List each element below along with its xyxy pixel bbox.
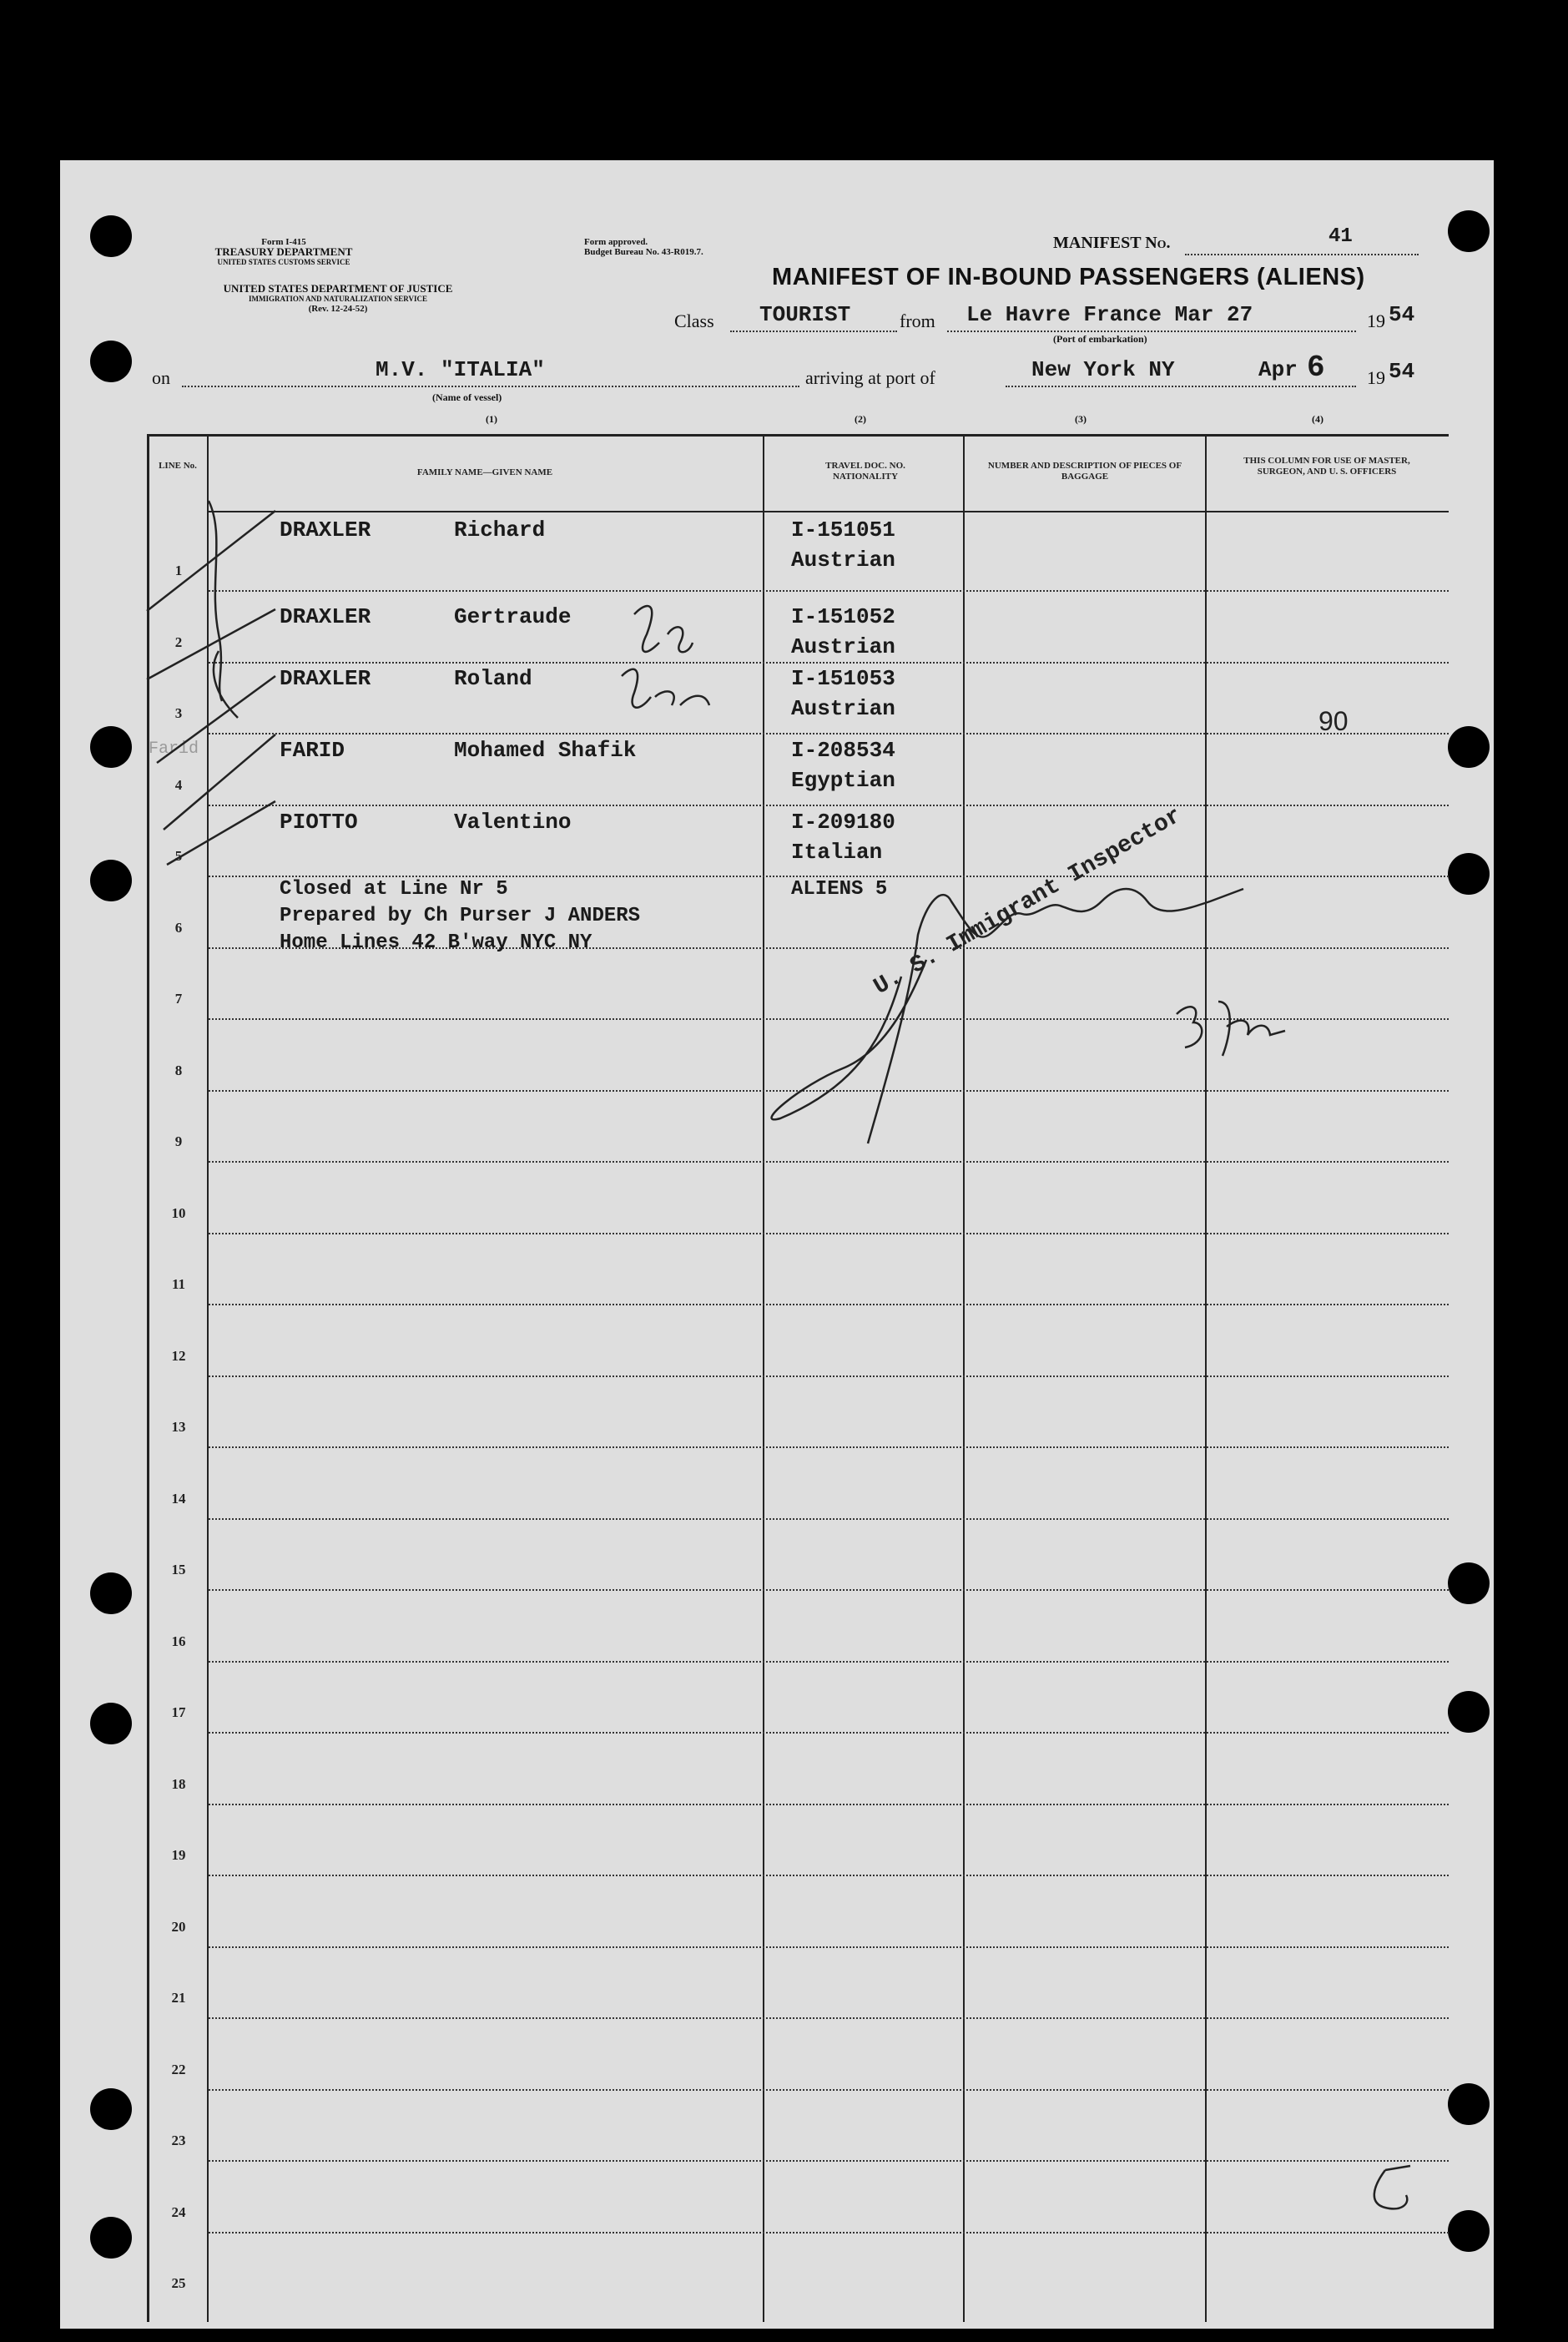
on-label: on	[152, 367, 170, 388]
row-divider	[209, 2017, 1449, 2019]
closing-line: Closed at Line Nr 5	[280, 878, 508, 901]
table-left-border	[147, 434, 149, 2322]
vessel-name: M.V. "ITALIA"	[376, 357, 545, 382]
row-divider	[209, 1375, 1449, 1377]
immigration-service: IMMIGRATION AND NATURALIZATION SERVICE	[249, 295, 427, 303]
row-divider	[209, 876, 1449, 877]
header-line-no: LINE No.	[159, 461, 197, 471]
line-number: 16	[171, 1633, 186, 1649]
punch-hole	[90, 860, 132, 901]
class-label: Class	[674, 310, 714, 331]
vessel-caption: (Name of vessel)	[432, 391, 502, 403]
department-of-justice: UNITED STATES DEPARTMENT OF JUSTICE	[223, 282, 453, 295]
row-divider	[209, 1090, 1449, 1092]
vessel-line	[182, 386, 799, 387]
line-number: 24	[171, 2204, 186, 2220]
manifest-sheet	[60, 160, 1494, 2329]
passenger-nationality: Italian	[791, 840, 883, 865]
punch-hole	[90, 726, 132, 768]
revision-date: (Rev. 12-24-52)	[308, 304, 368, 314]
row-divider	[209, 590, 1449, 592]
punch-hole	[90, 215, 132, 257]
passenger-travel-doc: I-151052	[791, 604, 895, 629]
header-name: FAMILY NAME—GIVEN NAME	[416, 467, 553, 477]
line-number: 10	[171, 1205, 186, 1221]
row-divider	[209, 1875, 1449, 1876]
table-header-border	[209, 511, 1449, 512]
punch-hole	[1448, 1691, 1490, 1733]
punch-hole	[1448, 726, 1490, 768]
punch-hole	[1448, 853, 1490, 895]
form-number: Form I-415	[261, 237, 306, 247]
passenger-given-name: Mohamed Shafik	[454, 738, 637, 763]
row-divider	[209, 2232, 1449, 2233]
year-suffix: 54	[1389, 359, 1415, 384]
manifest-number-label: MANIFEST No.	[1053, 234, 1171, 252]
column-number: (4)	[1312, 413, 1323, 425]
punch-hole	[90, 1703, 132, 1744]
punch-hole	[90, 341, 132, 382]
line-number: 14	[171, 1491, 186, 1507]
line-number: 22	[171, 2062, 186, 2077]
passenger-given-name: Gertraude	[454, 604, 572, 629]
row-divider	[209, 1233, 1449, 1234]
inspector-stamp: U. S. Immigrant Inspector	[870, 803, 1187, 1001]
line-number: 15	[171, 1562, 186, 1577]
name-column-divider	[763, 434, 764, 2322]
passenger-given-name: Richard	[454, 517, 546, 543]
line-number: 11	[171, 1276, 186, 1292]
passenger-travel-doc: I-151053	[791, 666, 895, 691]
budget-block	[584, 237, 703, 257]
year-prefix: 19	[1367, 310, 1385, 331]
port-embarkation-caption: (Port of embarkation)	[1053, 333, 1147, 345]
budget-bureau: Budget Bureau No. 43-R019.7.	[584, 247, 703, 257]
row-divider	[209, 1589, 1449, 1591]
year-suffix: 54	[1389, 302, 1415, 327]
line-number: 2	[174, 634, 183, 650]
punch-hole	[90, 1572, 132, 1614]
table-top-border	[147, 434, 1449, 437]
line-number: 17	[171, 1704, 186, 1720]
passenger-family-name: DRAXLER	[280, 604, 371, 629]
line-number: 18	[171, 1776, 186, 1792]
column-number: (3)	[1075, 413, 1087, 425]
row-divider	[209, 1518, 1449, 1520]
column-number: (2)	[855, 413, 866, 425]
header-officers: THIS COLUMN FOR USE OF MASTER, SURGEON, AND U. S. OFFICERS	[1243, 456, 1410, 477]
passenger-family-name: DRAXLER	[280, 666, 371, 691]
row-divider	[209, 1732, 1449, 1734]
row-divider	[209, 1661, 1449, 1663]
baggage-column-divider	[1205, 434, 1207, 2322]
punch-hole	[1448, 2083, 1490, 2125]
row-divider	[209, 662, 1449, 664]
passenger-family-name: FARID	[280, 738, 345, 763]
row-divider	[209, 1018, 1449, 1020]
passenger-given-name: Roland	[454, 666, 532, 691]
line-number: 13	[171, 1419, 186, 1435]
passenger-travel-doc: I-151051	[791, 517, 895, 543]
line-number: 3	[174, 705, 183, 721]
arrival-day: 6	[1307, 351, 1325, 385]
punch-hole	[90, 2217, 132, 2259]
row-divider	[209, 733, 1449, 734]
passenger-nationality: Egyptian	[791, 768, 895, 793]
officer-mark: 90	[1318, 706, 1349, 736]
travel-column-divider	[963, 434, 965, 2322]
class-line	[730, 331, 897, 332]
line-column-divider	[207, 434, 209, 2322]
form-id-block	[200, 237, 367, 267]
port-of-arrival: New York NY	[1031, 357, 1175, 382]
arrival-month: Apr	[1258, 357, 1298, 382]
row-divider	[209, 1446, 1449, 1448]
row-divider	[209, 1304, 1449, 1305]
customs-service: UNITED STATES CUSTOMS SERVICE	[217, 258, 350, 266]
line-number: 21	[171, 1990, 186, 2006]
class-value: TOURIST	[759, 302, 851, 327]
passenger-travel-doc: I-209180	[791, 810, 895, 835]
passenger-family-name: DRAXLER	[280, 517, 371, 543]
passenger-given-name: Valentino	[454, 810, 572, 835]
row-divider	[209, 1946, 1449, 1948]
justice-block	[150, 284, 526, 314]
margin-note: Farid	[149, 739, 199, 759]
prepared-by-line: Prepared by Ch Purser J ANDERS	[280, 905, 641, 927]
row-divider	[209, 1804, 1449, 1805]
punch-hole	[1448, 210, 1490, 252]
passenger-nationality: Austrian	[791, 696, 895, 721]
from-line	[947, 331, 1356, 332]
row-divider	[209, 1161, 1449, 1163]
passenger-travel-doc: I-208534	[791, 738, 895, 763]
row-divider	[209, 2089, 1449, 2091]
line-number: 19	[171, 1847, 186, 1863]
aliens-count: ALIENS 5	[791, 878, 888, 901]
from-label: from	[900, 310, 935, 331]
line-number: 25	[171, 2275, 186, 2291]
manifest-number-value: 41	[1329, 225, 1353, 248]
header-baggage: NUMBER AND DESCRIPTION OF PIECES OF BAGGAGE	[987, 461, 1182, 482]
header-travel-doc: TRAVEL DOC. NO. NATIONALITY	[825, 461, 905, 482]
punch-hole	[90, 2088, 132, 2130]
passenger-nationality: Austrian	[791, 634, 895, 659]
line-number: 20	[171, 1919, 186, 1935]
arriving-label: arriving at port of	[805, 367, 935, 388]
passenger-nationality: Austrian	[791, 548, 895, 573]
line-number: 9	[174, 1133, 183, 1149]
manifest-title: MANIFEST OF IN-BOUND PASSENGERS (ALIENS)	[772, 264, 1365, 290]
manifest-number-line	[1185, 254, 1419, 255]
punch-hole	[1448, 1562, 1490, 1604]
punch-hole	[1448, 2210, 1490, 2252]
row-divider	[209, 2160, 1449, 2162]
line-number: 12	[171, 1348, 186, 1364]
line-number: 8	[174, 1062, 183, 1078]
line-number: 4	[174, 777, 183, 793]
port-of-embarkation: Le Havre France Mar 27	[966, 302, 1253, 327]
treasury-department: TREASURY DEPARTMENT	[214, 245, 353, 258]
arriving-line	[1006, 386, 1356, 387]
line-number: 23	[171, 2133, 186, 2148]
line-number: 7	[174, 991, 183, 1007]
row-divider	[209, 805, 1449, 806]
year-prefix: 19	[1367, 367, 1385, 388]
line-number: 1	[174, 563, 183, 578]
line-number: 5	[174, 848, 183, 864]
form-approved: Form approved.	[584, 237, 648, 247]
line-number: 6	[174, 920, 183, 936]
company-line: Home Lines 42 B'way NYC NY	[280, 931, 592, 954]
passenger-family-name: PIOTTO	[280, 810, 358, 835]
column-number: (1)	[486, 413, 497, 425]
